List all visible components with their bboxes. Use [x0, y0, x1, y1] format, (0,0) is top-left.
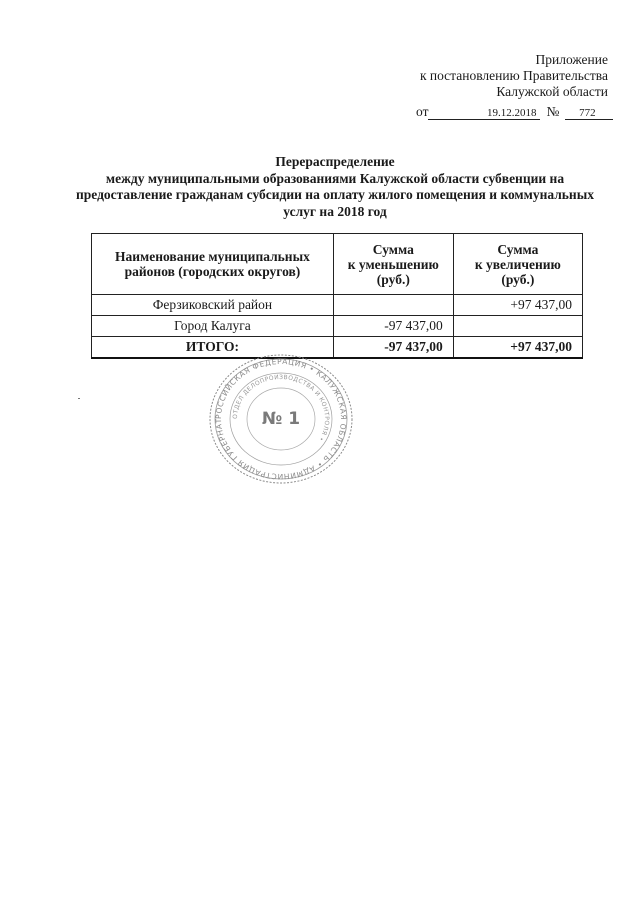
total-increase: +97 437,00	[453, 337, 582, 359]
header-decrease-line3: (руб.)	[376, 271, 410, 287]
appendix-block	[420, 52, 608, 100]
title-line-1: Перераспределение	[275, 154, 395, 169]
total-label: ИТОГО:	[92, 337, 334, 359]
appendix-line-resolution: к постановлению Правительства	[419, 68, 608, 83]
table-row	[92, 316, 583, 337]
seal-graphic	[206, 352, 356, 486]
title-line-3: предоставление гражданам субсидии на оплату жилого помещения и коммунальных	[75, 187, 595, 202]
cell-municipality: Город Калуга	[92, 316, 334, 337]
table-row	[92, 295, 583, 316]
header-decrease-line1: Сумма	[372, 241, 414, 257]
table-header-row	[92, 234, 583, 295]
cell-increase: +97 437,00	[453, 295, 582, 316]
official-seal	[206, 352, 356, 486]
seal-inner-textpath: ОТДЕЛ ДЕЛОПРОИЗВОДСТВА И КОНТРОЛЯ •	[231, 373, 331, 443]
header-decrease	[333, 234, 453, 295]
title-line-4: услуг на 2018 год	[283, 203, 387, 219]
document-date: 19.12.2018	[428, 107, 540, 120]
header-municipality-line1: Наименование муниципальных	[115, 249, 310, 264]
from-label: от	[416, 104, 429, 119]
header-municipality	[92, 234, 334, 295]
appendix-line-region: Калужской области	[496, 84, 608, 99]
scan-speck	[78, 398, 80, 399]
seal-outer-textpath: РОССИЙСКАЯ ФЕДЕРАЦИЯ • КАЛУЖСКАЯ ОБЛАСТЬ • АДМИНИСТРАЦИЯ ГУБЕРНАТ	[213, 356, 349, 482]
cell-municipality: Ферзиковский район	[92, 295, 334, 316]
appendix-title: Приложение	[535, 52, 608, 67]
document-title	[40, 154, 630, 220]
header-municipality-line2: районов (городских округов)	[124, 264, 301, 279]
number-label: №	[546, 104, 560, 119]
cell-increase	[453, 316, 582, 337]
header-increase-line3: (руб.)	[501, 271, 535, 287]
header-increase	[453, 234, 582, 295]
redistribution-table	[91, 233, 583, 359]
seal-center-number: № 1	[261, 409, 301, 429]
header-increase-line2: к увеличению	[474, 256, 561, 272]
total-decrease: -97 437,00	[333, 337, 453, 359]
header-decrease-line2: к уменьшению	[347, 256, 439, 272]
cell-decrease	[333, 295, 453, 316]
document-number: 772	[565, 107, 613, 120]
title-line-2: между муниципальными образованиями Калужской области субвенции на	[105, 170, 565, 186]
date-number-line	[416, 104, 613, 120]
cell-decrease: -97 437,00	[333, 316, 453, 337]
header-increase-line1: Сумма	[497, 241, 539, 257]
